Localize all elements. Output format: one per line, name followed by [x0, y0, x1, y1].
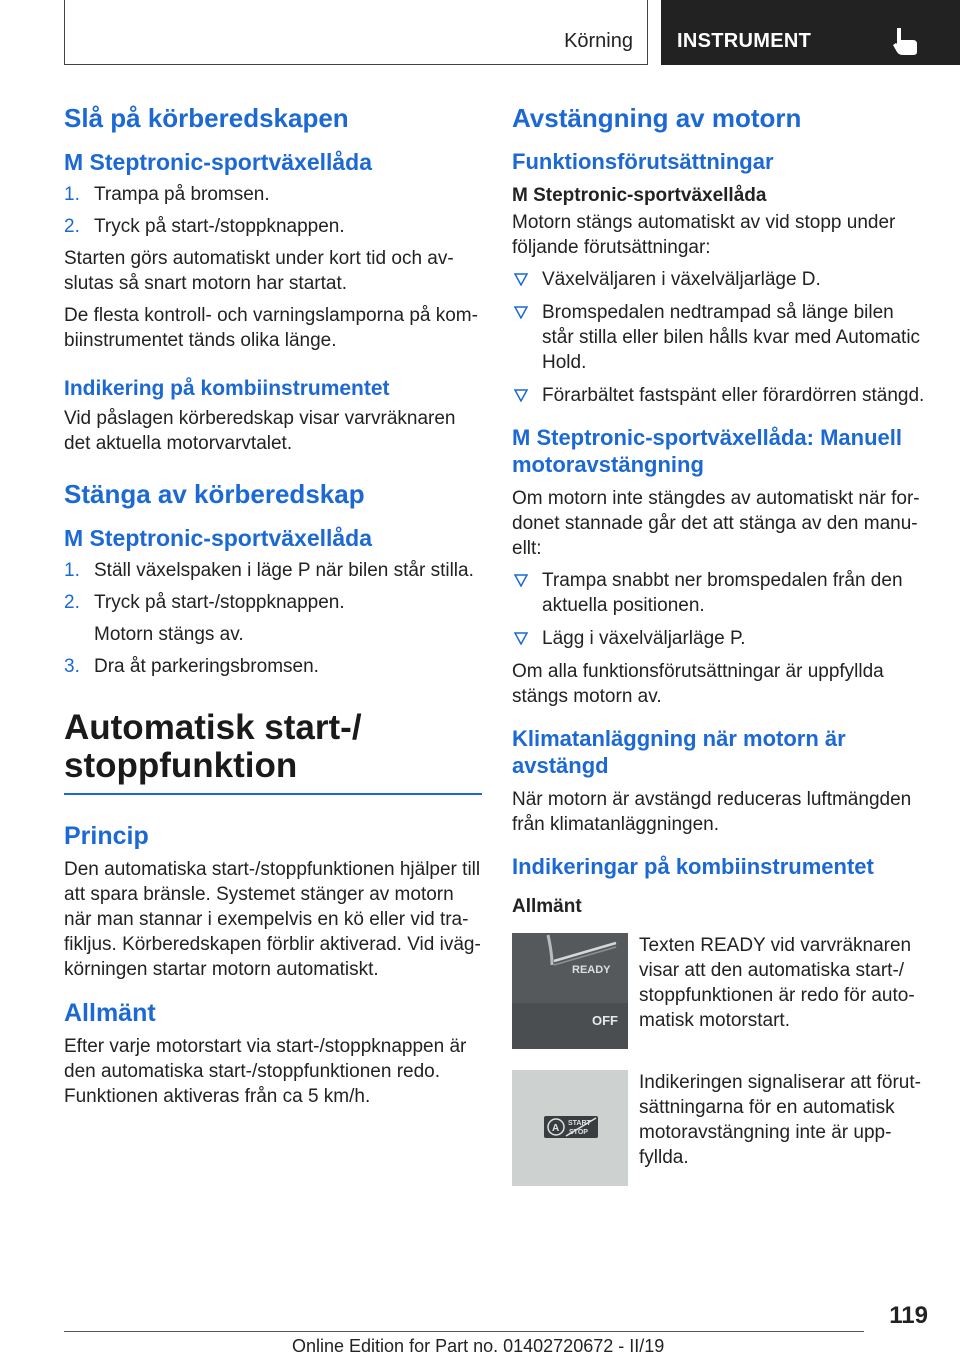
heading-principle: Princip — [64, 822, 149, 850]
list-item — [512, 383, 928, 408]
list-item — [64, 214, 482, 239]
triangle-bullet-icon — [514, 273, 528, 286]
triangle-bullet-icon — [514, 574, 528, 587]
ready-indicator-row — [512, 933, 928, 1058]
right-column — [512, 100, 928, 1207]
step-text: Dra åt parkeringsbromsen. — [94, 656, 319, 677]
left-column — [64, 100, 482, 1116]
heading-climate-control: Klimatanläggning när motorn är avstängd — [512, 726, 846, 778]
step-text: Tryck på start-/stoppknappen. — [94, 216, 345, 237]
triangle-bullet-icon — [514, 306, 528, 319]
auto-label: A — [552, 1123, 560, 1134]
heading-engine-shutdown: Avstängning av motorn — [512, 103, 802, 133]
step-result: Motorn stängs av. — [94, 624, 244, 645]
heading-function-requirements: Funktionsförutsättningar — [512, 149, 774, 174]
heading-manual-shutdown: M Steptronic-sportväxellåda: Manuell motoravstängning — [512, 425, 902, 477]
footer-divider — [64, 1331, 864, 1332]
bullet-text: Trampa snabbt ner bromspedalen från den aktuella positionen. — [542, 570, 903, 616]
triangle-bullet-icon — [514, 632, 528, 645]
paragraph: Om alla funktionsförutsättningar är uppfyllda stängs motorn av. — [512, 661, 884, 707]
start-stop-indicator-row — [512, 1070, 928, 1195]
ready-indicator-text: Texten READY vid varvräknaren visar att den automatiska start-/ stoppfunktionen är redo för auto-matisk motorstart. — [639, 935, 915, 1031]
subheading-steptronic-b: M Steptronic-sportväxellåda — [64, 525, 373, 551]
chapter-divider — [64, 793, 482, 795]
ready-indicator-image — [512, 933, 628, 1049]
ready-label: READY — [572, 964, 611, 976]
paragraph: Vid påslagen körberedskap visar varvräknaren det aktuella motorvarvtalet. — [64, 408, 456, 454]
list-item — [64, 654, 482, 679]
header-section-box — [64, 0, 648, 65]
step-number: 2. — [64, 592, 80, 613]
page-header — [64, 0, 960, 65]
off-label: OFF — [592, 1013, 618, 1028]
bullet-text: Växelväljaren i växelväljarläge D. — [542, 269, 821, 290]
heading-instrument-indications: Indikeringar på kombiinstrumentet — [512, 854, 874, 879]
heading-instrument-indication: Indikering på kombiinstrumentet — [64, 377, 390, 400]
page-number: 119 — [889, 1302, 928, 1329]
paragraph: Efter varje motorstart via start-/stoppknappen är den automatiska start-/stoppfunktionen redo. Funktionen aktiveras från ca 5 km/h. — [64, 1036, 467, 1107]
start-label: START — [568, 1120, 591, 1127]
list-item — [512, 267, 928, 292]
heading-general: Allmänt — [64, 999, 156, 1027]
start-stop-indicator-image — [512, 1070, 628, 1186]
step-number: 3. — [64, 656, 80, 677]
step-text: Tryck på start-/stoppknappen. — [94, 592, 345, 613]
bullet-text: Förarbältet fastspänt eller förardörren stängd. — [542, 385, 925, 406]
bold-subheading-general: Allmänt — [512, 896, 582, 917]
paragraph: De flesta kontroll- och varningslamporna på kom-biinstrumentet tänds olika länge. — [64, 305, 478, 351]
start-stop-indicator-text: Indikeringen signaliserar att förut-sättningarna för en automatisk motoravstängning inte är upp-fyllda. — [639, 1072, 921, 1168]
paragraph: Den automatiska start-/stoppfunktionen hjälper till att spara bränsle. Systemet stänger av motorn när man stannar i exempelvis en kö eller vid tra-fikljus. Körberedskapen förblir aktiverad. Vid iväg-körningen startar motorn automatiskt. — [64, 859, 481, 980]
list-item — [512, 568, 928, 618]
list-item — [64, 558, 482, 583]
subheading-steptronic-a: M Steptronic-sportväxellåda — [64, 149, 373, 175]
list-item — [512, 626, 928, 651]
heading-switch-on-drive-ready: Slå på körberedskapen — [64, 103, 349, 133]
paragraph: När motorn är avstängd reduceras luftmängden från klimatanläggningen. — [512, 789, 912, 835]
bullet-text: Bromspedalen nedtrampad så länge bilen står stilla eller bilen hålls kvar med Automatic Hold. — [542, 302, 921, 373]
bullet-text: Lägg i växelväljarläge P. — [542, 628, 746, 649]
list-item — [64, 590, 482, 615]
footer-edition: Online Edition for Part no. 01402720672 - II/19 — [292, 1336, 665, 1356]
step-number: 2. — [64, 216, 80, 237]
header-chapter-label: INSTRUMENT — [677, 30, 812, 52]
pointing-hand-icon — [891, 26, 919, 56]
list-item — [512, 300, 928, 375]
paragraph: Starten görs automatiskt under kort tid och av-slutas så snart motorn har startat. — [64, 248, 454, 294]
bold-subheading-steptronic: M Steptronic-sportväxellåda — [512, 185, 767, 206]
triangle-bullet-icon — [514, 389, 528, 402]
stop-label: STOP — [569, 1129, 588, 1136]
list-item — [64, 182, 482, 207]
step-number: 1. — [64, 184, 80, 205]
step-number: 1. — [64, 560, 80, 581]
paragraph: Om motorn inte stängdes av automatiskt när for-donet stannade går det att stänga av den manu-ellt: — [512, 488, 920, 559]
step-text: Ställ växelspaken i läge P när bilen står stilla. — [94, 560, 474, 581]
step-text: Trampa på bromsen. — [94, 184, 270, 205]
heading-switch-off-drive-ready: Stänga av körberedskap — [64, 479, 365, 509]
paragraph: Motorn stängs automatiskt av vid stopp under följande förutsättningar: — [512, 212, 896, 258]
header-section-label: Körning — [564, 30, 633, 52]
header-chapter-tab — [661, 0, 960, 65]
chapter-title-auto-start-stop: Automatisk start-/ stoppfunktion — [64, 708, 362, 785]
